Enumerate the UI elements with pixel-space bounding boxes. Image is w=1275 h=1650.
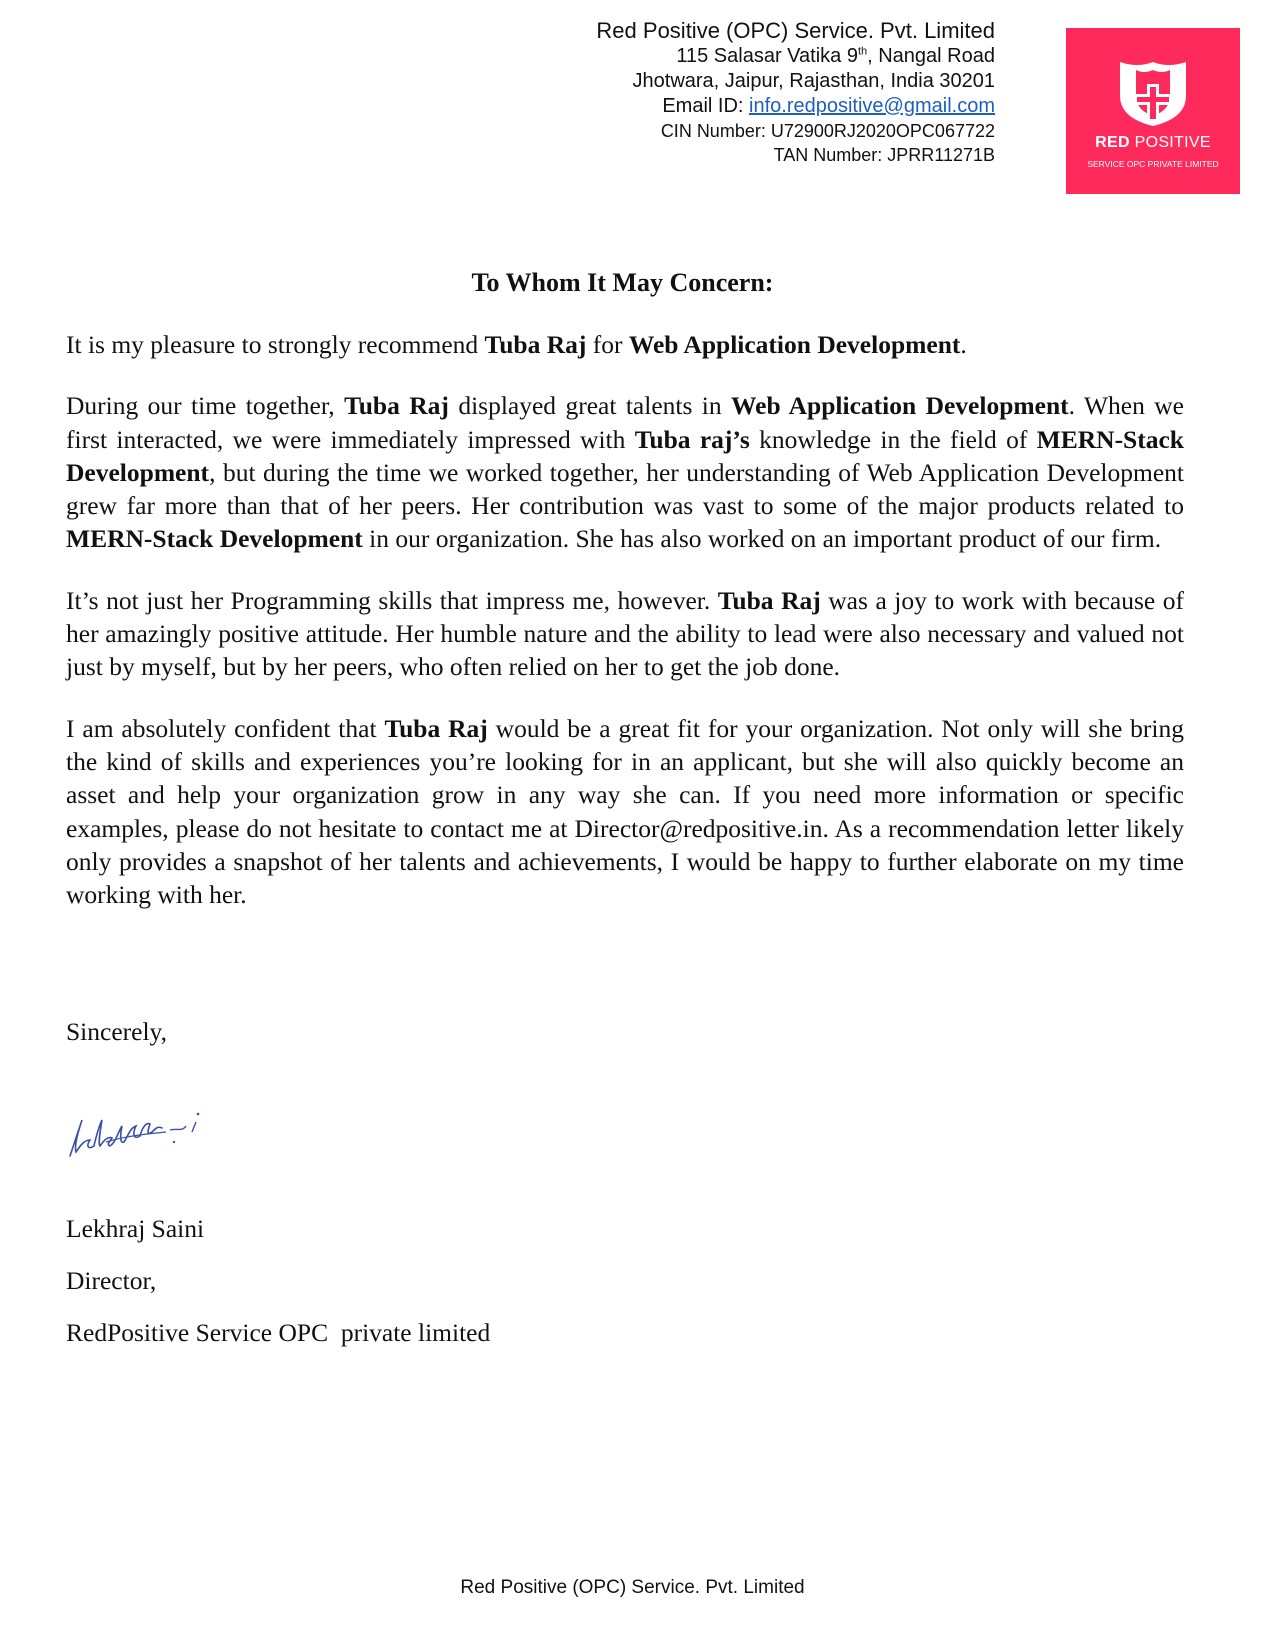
company-logo (1066, 28, 1240, 194)
paragraph-4: I am absolutely confident that Tuba Raj would be a great fit for your organization. Not only will she bring the kind of skills and experiences you’re looking for in an applicant, but she will also quickly become an asset and help your organization grow in any way she can. If you need more information or specific examples, please do not hesitate to contact me at Director@redpositive.in. As a recommendation letter likely only provides a snapshot of her talents and achievements, I would be happy to further elaborate on my time working with her. (66, 713, 1184, 910)
address-sup: th (857, 45, 868, 58)
address-road: , Nangal Road (867, 45, 995, 67)
handwritten-signature (66, 1106, 206, 1167)
signer-company: RedPositive Service OPC private limited (66, 1318, 491, 1347)
paragraph-3: It’s not just her Programming skills that impress me, however. Tuba Raj was a joy to work with because of her amazingly positive attitude. Her humble nature and the ability to lead were also necessary and valued not just by myself, but by her peers, who often relied on her to get the job done. (66, 585, 1184, 682)
address-street: 115 Salasar Vatika 9 (676, 45, 858, 67)
company-name: Red Positive (OPC) Service. Pvt. Limited (596, 18, 995, 43)
logo-name-rest: POSITIVE (1129, 134, 1211, 151)
letterhead-address (596, 18, 995, 167)
signer-name: Lekhraj Saini (66, 1214, 205, 1243)
cin-number: CIN Number: U72900RJ2020OPC067722 (660, 121, 995, 141)
closing-sincerely: Sincerely, (66, 1017, 168, 1046)
tan-number: TAN Number: JPRR11271B (773, 145, 995, 165)
logo-tagline: SERVICE OPC PRIVATE LIMITED (1087, 159, 1219, 169)
logo-name-bold: RED (1095, 134, 1130, 151)
email-line (596, 94, 995, 119)
signature-icon (66, 1106, 206, 1162)
signer-title: Director, (66, 1266, 157, 1295)
email-label: Email ID: (662, 95, 750, 117)
paragraph-1: It is my pleasure to strongly recommend Tuba Raj for Web Application Development. (66, 330, 967, 359)
letter-body (66, 328, 1184, 939)
address-line-2: Jhotwara, Jaipur, Rajasthan, India 30201 (632, 70, 995, 92)
email-link[interactable]: info.redpositive@gmail.com (749, 95, 995, 117)
paragraph-2: During our time together, Tuba Raj displayed great talents in Web Application Development. When we first interacted, we were immediately impressed with Tuba raj’s knowledge in the field of MERN-Stack Development, but during the time we worked together, her understanding of Web Application Development grew far more than that of her peers. Her contribution was vast to some of the major products related to MERN-Stack Development in our organization. She has also worked on an important product of our firm. (66, 391, 1184, 554)
salutation-heading: To Whom It May Concern: (471, 268, 774, 297)
page-footer: Red Positive (OPC) Service. Pvt. Limited (460, 1577, 805, 1598)
shield-cross-icon (1116, 58, 1190, 128)
logo-name (1066, 134, 1240, 152)
address-line-1 (596, 44, 995, 69)
signer-block (66, 1203, 490, 1359)
